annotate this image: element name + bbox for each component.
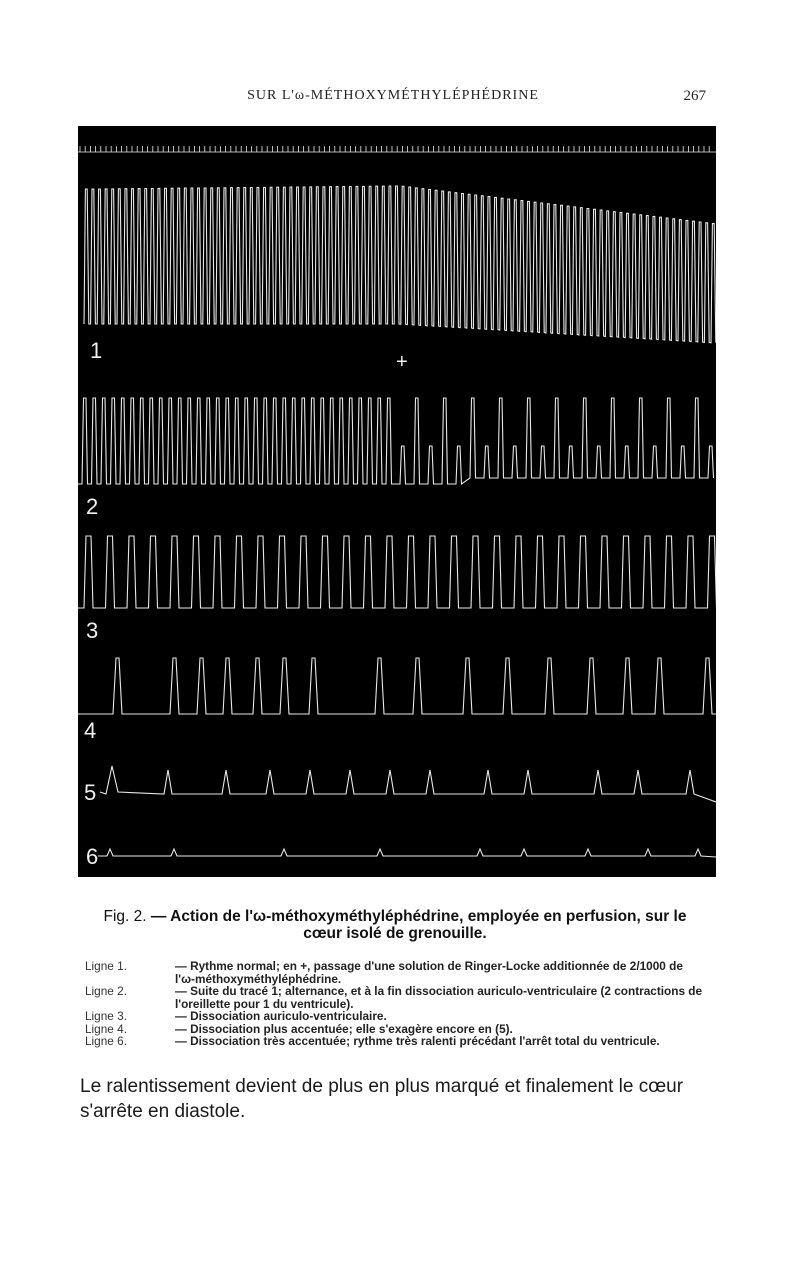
legend-label: Ligne 1. [85,959,127,973]
perfusion-plus-mark: + [396,351,408,373]
legend-label: Ligne 6. [85,1034,127,1048]
legend-text: — Rythme normal; en +, passage d'une solution de Ringer-Locke additionnée de 2/1000 de l'ω-méthoxyméthyléphédrine. [175,959,683,986]
kymograph-tracings [78,126,716,877]
line-label-2: 2 [86,494,99,519]
caption-text: — Action de l'ω-méthoxyméthyléphédrine, employée en perfusion, sur le cœur isolé de grenouille. [150,908,687,942]
running-head: SUR L'ω-MÉTHOXYMÉTHYLÉPHÉDRINE [247,88,539,103]
caption-title [85,908,705,942]
legend-row [85,960,705,985]
line-label-4: 4 [84,718,97,743]
line-label-5: 5 [84,780,97,805]
legend-text: — Suite du tracé 1; alternance, et à la fin dissociation auriculo-ventriculaire (2 contractions de l'oreillette pour 1 du ventricule). [175,984,703,1011]
figure-label: Fig. 2. [103,908,147,925]
legend-list [85,960,705,1048]
legend-label: Ligne 2. [85,984,127,998]
body-paragraph: Le ralentissement devient de plus en plus marqué et finalement le cœur s'arrête en diastole. [80,1076,684,1122]
figure-caption [85,908,705,1048]
legend-text: — Dissociation auriculo-ventriculaire. [175,1009,387,1023]
legend-label: Ligne 4. [85,1021,127,1036]
legend-row [85,1010,705,1023]
line-label-6: 6 [86,844,99,869]
line-label-3: 3 [86,618,99,643]
kymograph-figure [78,126,716,877]
legend-text: — Dissociation plus accentuée; elle s'exagère encore en (5). [175,1021,513,1036]
legend-label: Ligne 3. [85,1009,127,1023]
line-label-1: 1 [90,338,103,363]
legend-text: — Dissociation très accentuée; rythme très ralenti précédant l'arrêt total du ventricule. [175,1034,660,1048]
page-number: 267 [683,88,706,104]
legend-row [85,985,705,1010]
page-header [80,88,706,110]
legend-row [85,1035,705,1048]
